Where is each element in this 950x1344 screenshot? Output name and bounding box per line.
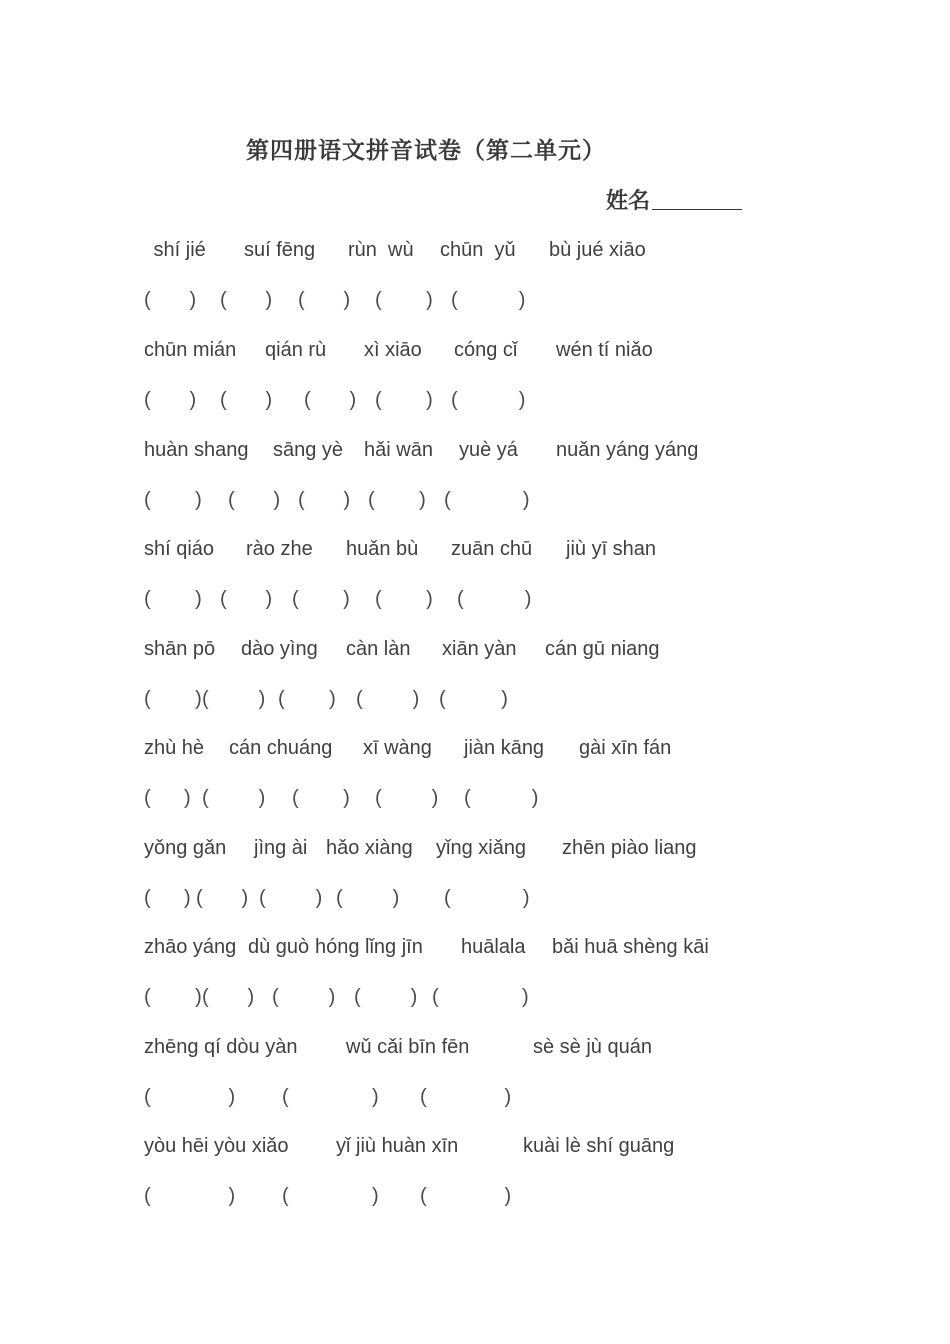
answer-blank[interactable]: ( ) — [464, 787, 539, 809]
pinyin-word: gài xīn fán — [579, 737, 672, 759]
pinyin-word: jiàn kāng — [464, 737, 545, 759]
pinyin-word: sāng yè — [273, 439, 344, 461]
answer-blank[interactable]: ( ) — [439, 688, 508, 710]
answer-row — [144, 486, 844, 514]
answer-row — [144, 784, 844, 812]
answer-blank[interactable]: ( ) — [220, 289, 273, 311]
answer-blank[interactable]: ( ) — [196, 887, 249, 909]
answer-blank[interactable]: ( ) — [451, 289, 526, 311]
answer-blank[interactable]: ( ) — [457, 588, 532, 610]
answer-blank[interactable]: ( ) — [368, 489, 426, 511]
pinyin-word: jìng ài — [254, 837, 308, 859]
answer-row — [144, 983, 844, 1011]
answer-blank[interactable]: ( ) — [144, 389, 197, 411]
answer-blank[interactable]: ( ) — [272, 986, 336, 1008]
answer-blank[interactable]: ( ) — [282, 1185, 379, 1207]
page-title: 第四册语文拼音试卷（第二单元） — [246, 137, 606, 164]
pinyin-word: chūn yǔ — [440, 239, 516, 261]
pinyin-word: huàn shang — [144, 439, 249, 461]
answer-blank[interactable]: ( ) — [202, 688, 266, 710]
pinyin-word: zhāo yáng — [144, 936, 237, 958]
answer-blank[interactable]: ( ) — [336, 887, 400, 909]
pinyin-word: rào zhe — [246, 538, 313, 560]
pinyin-word: dù guò — [248, 936, 310, 958]
pinyin-row — [144, 933, 844, 961]
pinyin-word: zhù hè — [144, 737, 205, 759]
answer-blank[interactable]: ( ) — [298, 289, 351, 311]
pinyin-word: dào yìng — [241, 638, 318, 660]
answer-blank[interactable]: ( ) — [144, 1086, 236, 1108]
pinyin-word: nuǎn yáng yáng — [556, 439, 699, 461]
answer-blank[interactable]: ( ) — [375, 787, 439, 809]
answer-blank[interactable]: ( ) — [144, 489, 202, 511]
pinyin-word: xì xiāo — [364, 339, 422, 361]
answer-blank[interactable]: ( ) — [144, 289, 197, 311]
name-label: 姓名 — [606, 188, 651, 214]
pinyin-word: qián rù — [265, 339, 327, 361]
answer-blank[interactable]: ( ) — [304, 389, 357, 411]
pinyin-row — [144, 635, 844, 663]
pinyin-word: yǒng gǎn — [144, 837, 227, 859]
pinyin-word: kuài lè shí guāng — [523, 1135, 675, 1157]
pinyin-word: rùn wù — [348, 239, 414, 261]
pinyin-word: cán chuáng — [229, 737, 333, 759]
answer-row — [144, 884, 844, 912]
pinyin-word: huālala — [461, 936, 526, 958]
answer-row — [144, 386, 844, 414]
pinyin-word: xiān yàn — [442, 638, 517, 660]
pinyin-word: hǎo xiàng — [326, 837, 413, 859]
pinyin-row — [144, 734, 844, 762]
answer-blank[interactable]: ( ) — [278, 688, 336, 710]
pinyin-word: hǎi wān — [364, 439, 433, 461]
pinyin-word: jiù yī shan — [566, 538, 657, 560]
answer-blank[interactable]: ( ) — [144, 986, 202, 1008]
answer-blank[interactable]: ( ) — [298, 489, 351, 511]
answer-blank[interactable]: ( ) — [375, 588, 433, 610]
pinyin-word: suí fēng — [244, 239, 316, 261]
answer-blank[interactable]: ( ) — [220, 588, 273, 610]
pinyin-word: càn làn — [346, 638, 411, 660]
name-blank-line — [652, 187, 742, 210]
pinyin-word: bǎi huā shèng kāi — [552, 936, 709, 958]
answer-blank[interactable]: ( ) — [282, 1086, 379, 1108]
answer-row — [144, 286, 844, 314]
pinyin-row — [144, 436, 844, 464]
pinyin-word: zhēng qí dòu yàn — [144, 1036, 298, 1058]
answer-blank[interactable]: ( ) — [202, 787, 266, 809]
answer-row — [144, 1083, 844, 1111]
answer-blank[interactable]: ( ) — [432, 986, 529, 1008]
pinyin-word: hóng lǐng jīn — [315, 936, 423, 958]
pinyin-word: shí jié — [148, 239, 206, 261]
pinyin-row — [144, 834, 844, 862]
answer-blank[interactable]: ( ) — [228, 489, 281, 511]
name-field — [606, 184, 742, 215]
pinyin-word: xī wàng — [363, 737, 432, 759]
pinyin-word: cóng cǐ — [454, 339, 518, 361]
pinyin-row — [144, 236, 844, 264]
pinyin-word: yǐ jiù huàn xīn — [336, 1135, 459, 1157]
answer-blank[interactable]: ( ) — [354, 986, 418, 1008]
pinyin-row — [144, 535, 844, 563]
answer-blank[interactable]: ( ) — [444, 887, 530, 909]
pinyin-word: bù jué xiāo — [549, 239, 646, 261]
pinyin-word: wǔ cǎi bīn fēn — [346, 1036, 470, 1058]
answer-blank[interactable]: ( ) — [144, 688, 202, 710]
pinyin-word: huǎn bù — [346, 538, 419, 560]
pinyin-word: yuè yá — [459, 439, 518, 461]
answer-row — [144, 585, 844, 613]
answer-blank[interactable]: ( ) — [451, 389, 526, 411]
pinyin-row — [144, 336, 844, 364]
pinyin-row — [144, 1132, 844, 1160]
answer-blank[interactable]: ( ) — [375, 389, 433, 411]
answer-blank[interactable]: ( ) — [220, 389, 273, 411]
answer-blank[interactable]: ( ) — [144, 1185, 236, 1207]
pinyin-row — [144, 1033, 844, 1061]
answer-blank[interactable]: ( ) — [144, 887, 191, 909]
pinyin-word: sè sè jù quán — [533, 1036, 652, 1058]
answer-blank[interactable]: ( ) — [420, 1086, 512, 1108]
pinyin-word: cán gū niang — [545, 638, 660, 660]
answer-blank[interactable]: ( ) — [356, 688, 420, 710]
pinyin-word: zhēn piào liang — [562, 837, 697, 859]
answer-blank[interactable]: ( ) — [292, 787, 350, 809]
answer-blank[interactable]: ( ) — [144, 787, 191, 809]
pinyin-word: yòu hēi yòu xiǎo — [144, 1135, 289, 1157]
answer-blank[interactable]: ( ) — [292, 588, 350, 610]
answer-blank[interactable]: ( ) — [420, 1185, 512, 1207]
answer-blank[interactable]: ( ) — [259, 887, 323, 909]
pinyin-word: shān pō — [144, 638, 216, 660]
pinyin-word: zuān chū — [451, 538, 533, 560]
answer-blank[interactable]: ( ) — [444, 489, 530, 511]
pinyin-word: wén tí niǎo — [556, 339, 653, 361]
answer-blank[interactable]: ( ) — [375, 289, 433, 311]
pinyin-word: shí qiáo — [144, 538, 215, 560]
answer-blank[interactable]: ( ) — [202, 986, 255, 1008]
answer-row — [144, 1182, 844, 1210]
answer-blank[interactable]: ( ) — [144, 588, 202, 610]
pinyin-word: yǐng xiǎng — [436, 837, 527, 859]
pinyin-word: chūn mián — [144, 339, 237, 361]
answer-row — [144, 685, 844, 713]
